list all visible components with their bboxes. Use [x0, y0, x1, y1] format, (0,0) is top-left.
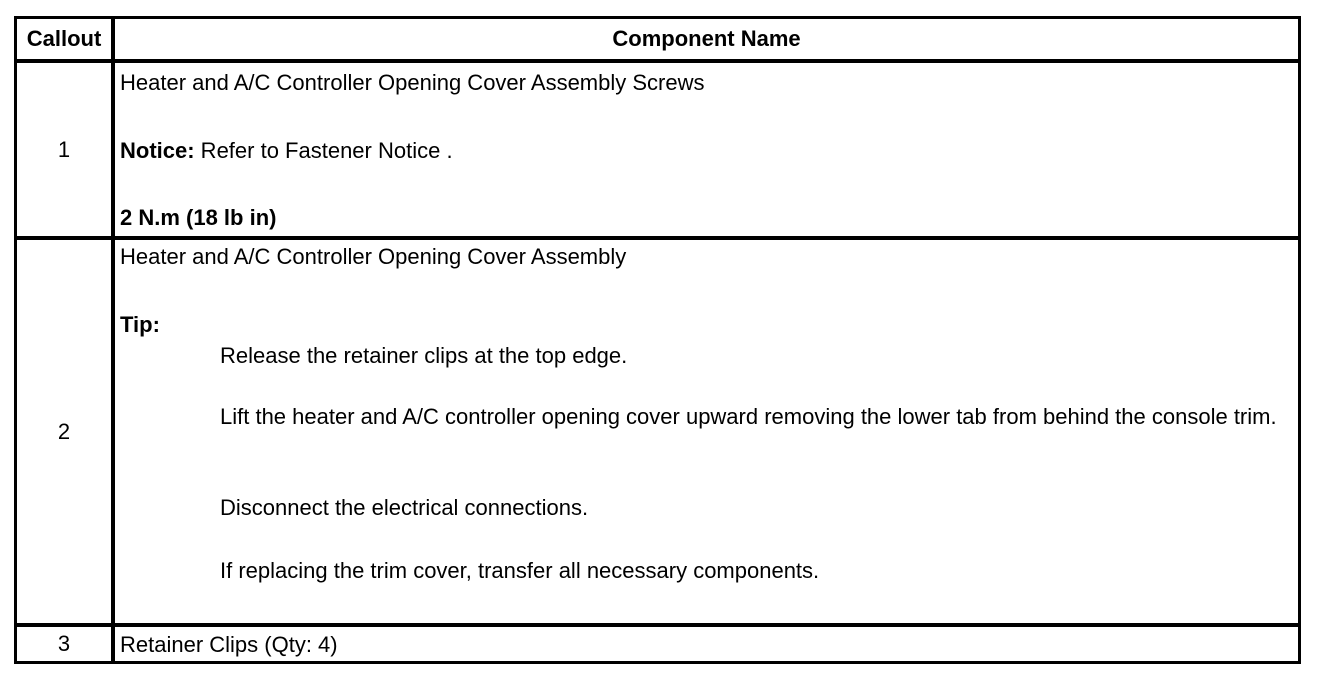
- component-cell: [115, 627, 1298, 661]
- notice-line: [120, 138, 453, 164]
- header-component-name: Component Name: [612, 26, 801, 51]
- torque-spec: 2 N.m (18 lb in): [120, 205, 277, 230]
- tip-step: Disconnect the electrical connections.: [220, 495, 589, 520]
- callout-cell: 1: [17, 63, 115, 236]
- component-title: Heater and A/C Controller Opening Cover Assembly: [120, 244, 627, 269]
- tip-step: If replacing the trim cover, transfer all necessary components.: [220, 558, 820, 583]
- tip-step: Release the retainer clips at the top edge.: [220, 343, 628, 368]
- header-callout: Callout: [17, 19, 115, 59]
- tip-label: Tip:: [120, 312, 160, 337]
- callout-cell: 3: [17, 627, 115, 661]
- table-header-row: [17, 19, 1298, 59]
- component-title: Retainer Clips (Qty: 4): [120, 632, 338, 657]
- notice-label: Notice:: [120, 138, 195, 163]
- component-cell: [115, 240, 1298, 623]
- component-title: Heater and A/C Controller Opening Cover Assembly Screws: [120, 70, 705, 95]
- table-row: [17, 623, 1298, 661]
- component-table: [14, 16, 1301, 664]
- table-row: [17, 236, 1298, 623]
- tip-step: Lift the heater and A/C controller opening cover upward removing the lower tab from behind the console trim.: [220, 404, 1277, 429]
- callout-cell: 2: [17, 240, 115, 623]
- notice-text: Refer to Fastener Notice .: [194, 138, 453, 163]
- component-cell: [115, 63, 1298, 236]
- table-row: [17, 59, 1298, 236]
